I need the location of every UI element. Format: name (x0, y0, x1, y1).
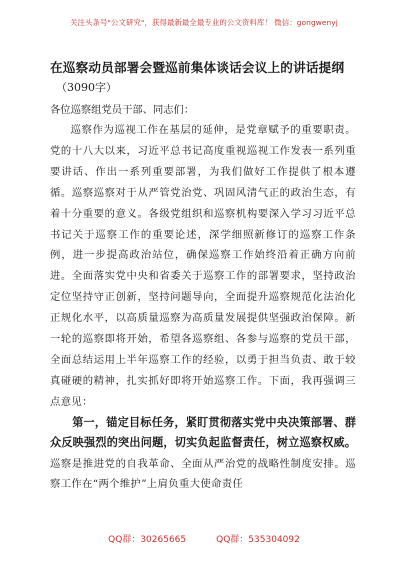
salutation: 各位巡察组党员干部、同志们： (50, 104, 195, 116)
point-one-paragraph (50, 413, 356, 495)
footer-contacts (0, 532, 408, 545)
point-one-heading: 第一，锚定目标任务，紧盯贯彻落实党中央决策部署、群众反映强烈的突出问题，切实负起监督责任，树立巡察权威。 (50, 415, 356, 450)
document-word-count: （3090字） (56, 81, 117, 94)
document-title: 在巡察动员部署会暨巡前集体谈话会议上的讲话提纲 (50, 60, 345, 75)
document-body (50, 58, 356, 495)
banner-text: 关注头条号"公文研究"，获得最新最全最专业的公文资料库！ 微信：gongwenyj (70, 17, 338, 27)
paragraph: 巡察作为巡视工作在基层的延伸，是党章赋予的重要职责。党的十八大以来，习近平总书记高度重视巡视工作发表一系列重要讲话、作出一系列重要部署，为我们做好工作提供了根本遵循。巡察巡察对于从严管党治党、巩固风清气正的政治生态，有着十分重要的意义。各级党组织和巡察机构要深入学习习近平总书记关于巡察工作的重要论述，深学细照新修订的巡察工作条例，进一步提高政治站位，确保巡察工作始终沿着正确方向前进。全面落实党中央和省委关于巡察工作的部署要求，坚持政治定位坚持守正创新，坚持问题导向，全面提升巡察规范化法治化正规化水平，以高质量巡察为高质量发展提供坚强政治保障。新一轮的巡察即将开始，希望各巡察组、各参与巡察的党员干部，全面总结运用上半年巡察工作的经验，以勇于担当负责、敢于较真碰硬的精神，扎实抓好即将开始巡察工作。下面，我再强调三点意见： (50, 124, 356, 408)
qq-group-2: QQ群：535304092 (216, 535, 300, 545)
point-one-text: 巡察是推进党的自我革命、全面从严治党的战略性制度安排。巡察工作在“两个维护”上肩负重大使命责任 (50, 457, 356, 491)
header-banner (0, 0, 408, 44)
qq-group-1: QQ群：30265665 (108, 535, 187, 545)
